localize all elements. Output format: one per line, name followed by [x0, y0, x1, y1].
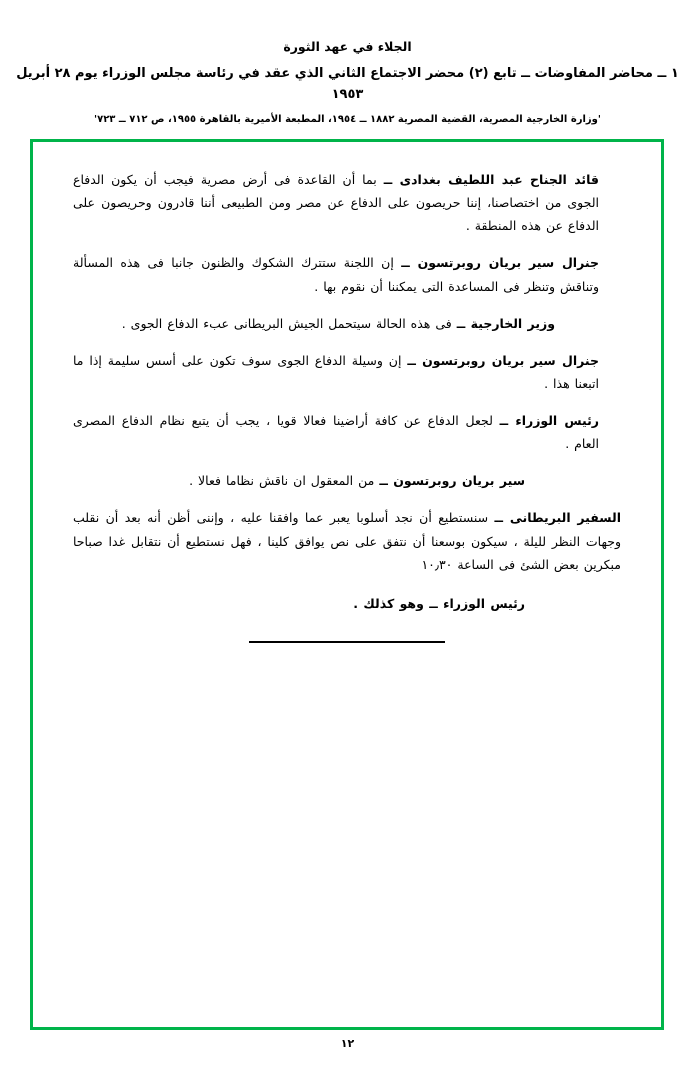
paragraph-text: بما أن القاعدة فى أرض مصرية فيجب أن يكون الدفاع الجوى من اختصاصنا، إننا حريصون على الدفاع عن مصر ومن الطبيعى أننا قادرون وحريصون على الدفاع عن هذه المنطقة . [73, 172, 599, 234]
paragraph-text: فى هذه الحالة سيتحمل الجيش البريطانى عبء الدفاع الجوى . [121, 315, 452, 331]
divider-line [249, 641, 445, 643]
section-divider [73, 641, 621, 643]
speaker-label: جنرال سير بريان روبرتسون ــ [401, 255, 599, 271]
page-subtitle: ١ ــ محاضر المفاوضات ــ تابع (٢) محضر الاجتماع الثاني الذي عقد في رئاسة مجلس الوزراء يوم ٢٨ أبريل ١٩٥٣ [16, 65, 679, 102]
paragraph-text: لجعل الدفاع عن كافة أراضينا فعالا قويا ، يجب أن يتبع نظام الدفاع المصرى العام . [73, 413, 599, 452]
speaker-label: وزير الخارجية ــ [456, 315, 555, 331]
speaker-label: رئيس الوزراء ــ [499, 413, 599, 428]
source-citation: 'وزارة الخارجية المصرية، القضية المصرية ١٨٨٢ ــ ١٩٥٤، المطبعة الأميرية بالقاهرة ١٩٥٥، ص ٧١٢ ــ ٧٢٣' [94, 114, 601, 126]
content-frame [30, 139, 664, 1030]
speaker-label: سير بريان روبرتسون ــ [379, 473, 525, 489]
paragraph-text: إن وسيلة الدفاع الجوى سوف تكون على أسس سليمة إذا ما اتبعنا هذا . [73, 352, 599, 391]
content-body [33, 142, 661, 1027]
paragraph [73, 251, 621, 297]
speaker-label: جنرال سير بريان روبرتسون ــ [407, 352, 599, 368]
speaker-label: السفير البريطانى ــ [494, 510, 621, 526]
paragraph-text: من المعقول ان ناقش نظاما فعالا . [189, 473, 375, 489]
paragraph [73, 506, 621, 575]
speaker-label: قائد الجناح عبد اللطيف بغدادى ــ [383, 172, 599, 187]
page-title: الجلاء في عهد الثورة [283, 39, 412, 54]
paragraph [73, 349, 621, 395]
paragraph [73, 312, 621, 335]
paragraph-text: سنستطيع أن نجد أسلوبا يعبر عما وافقنا عليه ، وإننى أظن أنه بعد أن نقلب وجهات النظر لليلة ، سيكون بوسعنا أن نتفق على نص يوافق كلينا ، فهل نستطيع أن نتقابل غدا صباحا مبكرين بعض الشئ فى الساعة ١٠٫٣٠ [73, 510, 621, 572]
paragraph [73, 168, 621, 237]
closing-line: رئيس الوزراء ــ وهو كذلك . [353, 595, 525, 611]
paragraph [73, 409, 621, 455]
paragraph-text: إن اللجنة ستترك الشكوك والظنون جانبا فى هذه المسألة وتناقش وتنظر فى المساعدة التى يمكننا أن نقوم بها . [73, 255, 599, 294]
page-header [0, 0, 695, 128]
paragraph [73, 469, 621, 492]
page-number: ١٢ [340, 1037, 355, 1050]
